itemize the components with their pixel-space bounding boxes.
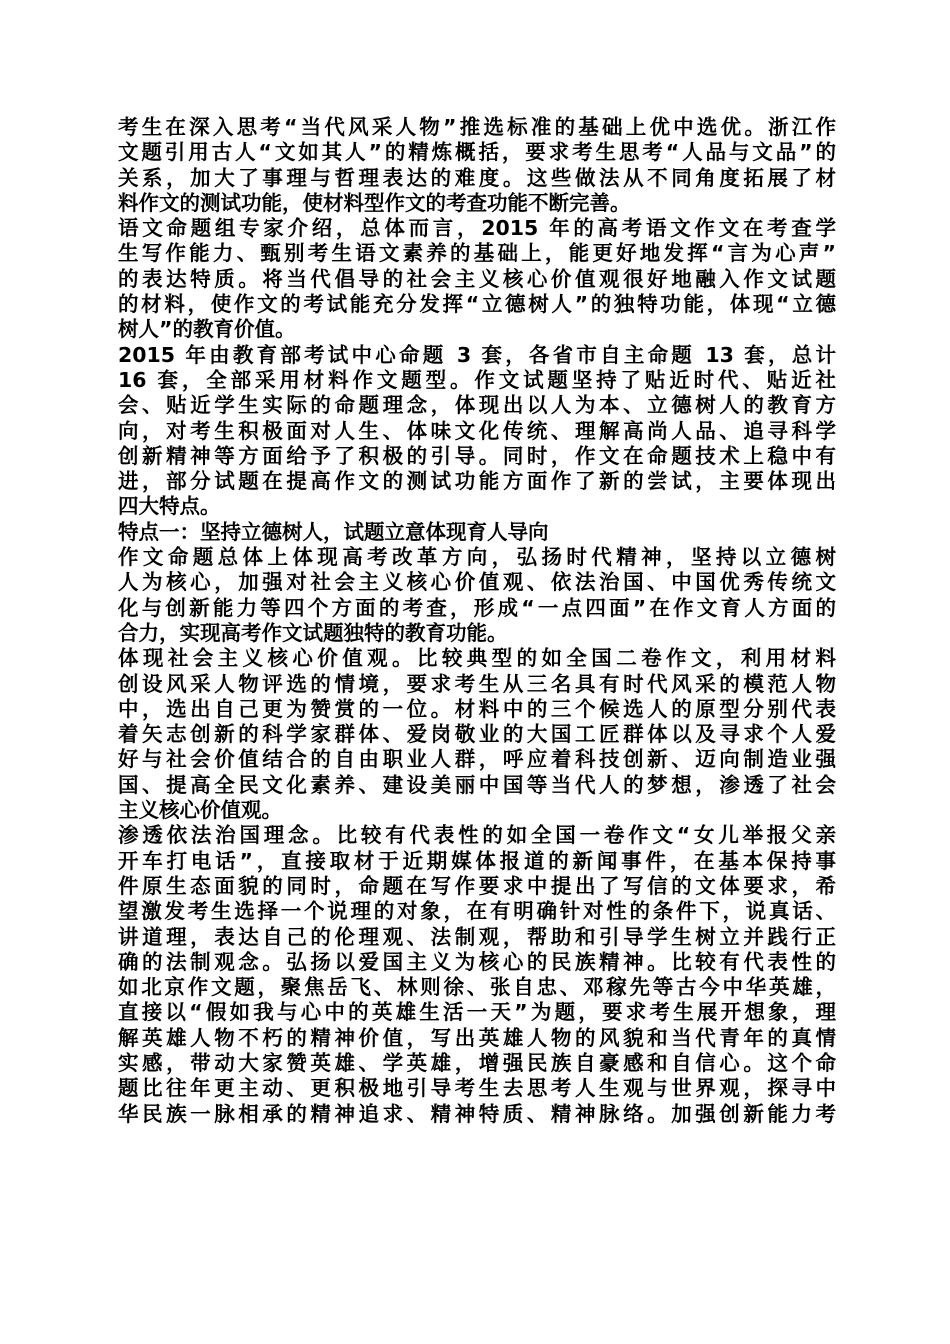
text-line: 四大特点。 [118, 494, 221, 519]
text-line: 向，对考生积极面对人生、体味文化传统、理解高尚人品、追寻科学 [118, 418, 836, 443]
text-line: 会、贴近学生实际的命题理念，体现出以人为本、立德树人的教育方 [118, 393, 836, 418]
text-line: 创设风采人物评选的情境，要求考生从三名具有时代风采的模范人物 [118, 671, 836, 696]
text-line: 好与社会价值结合的自由职业人群，呼应着科技创新、迈向制造业强 [118, 747, 836, 772]
text-line: 关系，加大了事理与哲理表达的难度。这些做法从不同角度拓展了材 [118, 165, 836, 190]
text-line: 中，选出自己更为赞赏的一位。材料中的三个候选人的原型分别代表 [118, 696, 836, 721]
text-line: 考生在深入思考“当代风采人物”推选标准的基础上优中选优。浙江作 [118, 115, 836, 139]
text-line: 的材料，使作文的考试能充分发挥“立德树人”的独特功能，体现“立德 [118, 292, 836, 317]
document-body [118, 115, 836, 1127]
text-line: 创新精神等方面给予了积极的引导。同时，作文在命题技术上稳中有 [118, 443, 836, 468]
text-line: 渗透依法治国理念。比较有代表性的如全国一卷作文“女儿举报父亲 [118, 823, 836, 848]
text-line: 特点一：坚持立德树人，试题立意体现育人导向 [118, 519, 549, 544]
text-line: 开车打电话”，直接取材于近期媒体报道的新闻事件，在基本保持事 [118, 848, 836, 873]
text-line: 文题引用古人“文如其人”的精炼概括，要求考生思考“人品与文品”的 [118, 140, 836, 165]
text-line: 华民族一脉相承的精神追求、精神特质、精神脉络。加强创新能力考 [118, 1101, 836, 1126]
text-line: 题比往年更主动、更积极地引导考生去思考人生观与世界观，探寻中 [118, 1076, 836, 1101]
text-line: 直接以“假如我与心中的英雄生活一天”为题，要求考生展开想象，理 [118, 1000, 836, 1025]
text-line: 化与创新能力等四个方面的考查，形成“一点四面”在作文育人方面的 [118, 595, 836, 620]
text-line: 2015 年由教育部考试中心命题 3 套，各省市自主命题 13 套，总计 [118, 342, 836, 367]
text-line: 的表达特质。将当代倡导的社会主义核心价值观很好地融入作文试题 [118, 266, 836, 291]
text-line: 生写作能力、甄别考生语文素养的基础上，能更好地发挥“言为心声” [118, 241, 836, 266]
text-line: 实感，带动大家赞英雄、学英雄，增强民族自豪感和自信心。这个命 [118, 1050, 836, 1075]
text-line: 解英雄人物不朽的精神价值，写出英雄人物的风貌和当代青年的真情 [118, 1025, 836, 1050]
text-line: 如北京作文题，聚焦岳飞、林则徐、张自忠、邓稼先等古今中华英雄， [118, 975, 836, 1000]
text-line: 合力，实现高考作文试题独特的教育功能。 [118, 620, 508, 645]
text-line: 人为核心，加强对社会主义核心价值观、依法治国、中国优秀传统文 [118, 570, 836, 595]
text-line: 作文命题总体上体现高考改革方向，弘扬时代精神，坚持以立德树 [118, 545, 836, 570]
text-line: 国、提高全民文化素养、建设美丽中国等当代人的梦想，渗透了社会 [118, 772, 836, 797]
text-line: 确的法制观念。弘扬以爱国主义为核心的民族精神。比较有代表性的 [118, 949, 836, 974]
text-line: 望激发考生选择一个说理的对象，在有明确针对性的条件下，说真话、 [118, 899, 836, 924]
text-line: 树人”的教育价值。 [118, 317, 296, 342]
text-line: 语文命题组专家介绍，总体而言，2015 年的高考语文作文在考查学 [118, 216, 836, 241]
text-line: 主义核心价值观。 [118, 798, 282, 823]
text-line: 进，部分试题在提高作文的测试功能方面作了新的尝试，主要体现出 [118, 469, 836, 494]
text-line: 体现社会主义核心价值观。比较典型的如全国二卷作文，利用材料 [118, 646, 836, 671]
text-line: 件原生态面貌的同时，命题在写作要求中提出了写信的文体要求，希 [118, 873, 836, 898]
text-line: 16 套，全部采用材料作文题型。作文试题坚持了贴近时代、贴近社 [118, 367, 836, 392]
text-line: 料作文的测试功能，使材料型作文的考查功能不断完善。 [118, 190, 631, 215]
text-line: 着矢志创新的科学家群体、爱岗敬业的大国工匠群体以及寻求个人爱 [118, 722, 836, 747]
text-line: 讲道理，表达自己的伦理观、法制观，帮助和引导学生树立并践行正 [118, 924, 836, 949]
